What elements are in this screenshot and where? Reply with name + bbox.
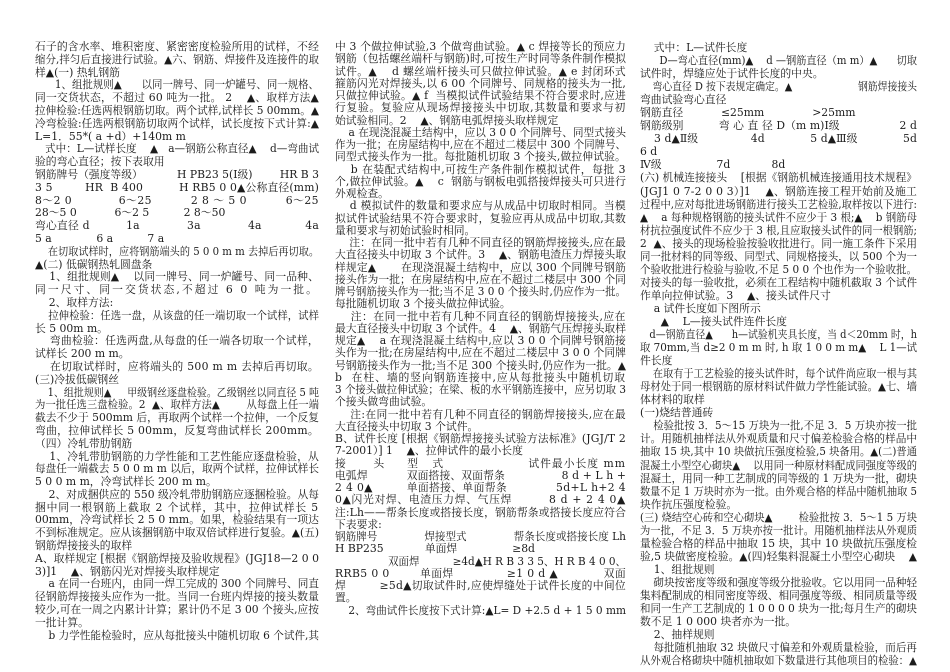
text-line: 0▲闪光对焊、电渣压力焊、气压焊 8 d + 2 4 0▲ [335, 493, 626, 507]
text-line: 1、组批规则▲ 以同一牌号、同一炉罐号、同一品种、 [35, 270, 319, 284]
text-line: 样▲(一) 热轧钢筋 [35, 65, 120, 79]
text-line: 注:Lh——帮条长度或搭接长度，钢筋帮条或搭接长度应符合 [335, 505, 626, 519]
text-line: 钢筋级别 弯 心 直 径 D（m m)Ⅰ级 2 d [640, 119, 917, 133]
text-line: 拟试件试验结果不符合要求时，复验应再从成品中切取,其数 [335, 211, 626, 225]
text-line: b 力学性能检验时，应从每批接头中随机切取 6 个试件,其 [35, 628, 319, 642]
text-line: 体材料的取样 [640, 393, 705, 407]
text-line: d—钢筋直径▲ h—试验机夹具长度，当 d＜20mm 时，h [640, 328, 917, 342]
text-line: 对接头的每一验收批，必须在工程结构中随机截取 3 个试件 [640, 275, 917, 289]
text-line: 钢筋直径 ≤25mm >25mm [640, 106, 856, 120]
text-line: 数量不足 1 万块时亦为一批。由外观合格的样品中随机抽取 5 [640, 484, 917, 498]
text-line: 钢筋牌号 焊接型式 帮条长度或搭接长度 Lh [335, 530, 626, 543]
text-line: 头作为一批;在房屋结构中,应在不超过二楼层中 3 0 0 个同牌 [335, 346, 626, 360]
text-line: 钢筋牌号（强度等级） H PB23 5(Ⅰ级) HR B 3 [35, 167, 319, 181]
text-line: 验,5 块做密度检验。▲(四)轻集料混凝土小型空心砌块 ▲ [640, 549, 917, 563]
text-line: 为一批，不足 3．5 万块亦按一批计。用随机抽样法从外观质 [640, 523, 917, 537]
text-line: 6 d [640, 145, 658, 159]
text-line: D—弯心直径(mm)▲ d —钢筋直径（m m）▲ 切取 [640, 54, 917, 68]
text-line: 接 头 型 式 试件最小长度 mm [335, 456, 626, 470]
text-line: 拉伸检验:任选两根钢筋切取。两个试样,试样长 5 00mm。▲ [35, 103, 319, 117]
text-line: 检验批按 3．5～15 万块为一批,不足 3．5 万块亦按一批 [640, 419, 917, 433]
text-line: ▲ a 每种规格钢筋的接头试件不应少于 3 根;▲ b 钢筋母 [640, 210, 917, 224]
text-line: b 在柱、墙的竖向钢筋连接中,应从每批接头中随机切取 [335, 370, 626, 384]
text-line: 混凝土，用同一种工艺制成的同等级的 1 万块为一批，砌块 [640, 471, 917, 485]
text-column-left [35, 41, 319, 642]
text-line: B、试件长度 [根据《钢筋焊接接头试验方法标准》(JGJ/T 2 [335, 432, 626, 445]
text-line: 外观检查。 [335, 187, 389, 200]
text-line: 和同一生产工艺制成的 1 0 0 0 0 块为一批;每月生产的砌块 [640, 602, 917, 616]
text-line: 计。用随机抽样法从外观质量和尺寸偏差检验合格的样品中 [640, 432, 917, 446]
text-line: a 试件长度如下图所示 [640, 301, 761, 315]
text-line: 置。 [335, 591, 357, 605]
text-line: 注：在同一批中若有几种不同直径的钢筋焊接接头,应在最 [335, 236, 626, 249]
text-line: 同一尺寸、同一交货状态,不超过 6 0 吨为一批。 [35, 283, 319, 297]
text-line: 每盘任一端截去 5 0 0 m m 以后，取两个试样，拉伸试样长 [35, 462, 319, 476]
text-line: 捆中同一根钢筋上截取 2 个试样，其中，拉伸试样长 5 [35, 500, 319, 514]
text-line: 3)]1 ▲、钢筋闪光对焊接头取样规定 [35, 564, 220, 578]
text-line: 1、冷轧带肋钢筋的力学性能和工艺性能应逐盘检验，从 [35, 449, 319, 463]
text-line: 7-2001）] 1 ▲、拉伸试件的最小长度 [335, 444, 523, 458]
text-line: 集料配制成的相同密度等级、相同强度等级、相同质量等级 [640, 588, 917, 602]
text-line: 注：在同一批中若有几种不同直径的钢筋焊接接头,应在 [335, 309, 626, 323]
text-line: 只做拉伸试验。▲ f 当模拟试件试验结果不符合要求时,应进 [335, 89, 626, 102]
text-line: 同型式接头作为一批。每批随机切取 3 个接头,做拉伸试验。 [335, 150, 626, 164]
text-line: 块作抗压强度检验。 [640, 497, 738, 511]
text-line: 规定▲ a 在现浇混凝土结构中,应以 3 0 0 个同牌号钢筋接 [335, 334, 626, 347]
text-line: d 模拟试件的数量和要求应与从成品中切取时相同。当模 [335, 199, 626, 213]
text-line: （四）冷轧带肋钢筋 [35, 436, 133, 450]
text-line: 2、抽样规则 [640, 628, 715, 642]
text-line: ▲(二) 低碳钢热轧圆盘条 [35, 257, 153, 271]
text-line: 3 5 HR B 400 H RB5 0 0▲公称直径(mm) [35, 180, 319, 194]
text-column-middle [335, 41, 626, 617]
text-line: 试件。▲ d 螺丝端杆接头可只做拉伸试验。▲ e 封闭环式 [335, 64, 626, 78]
text-line: 中 3 个做拉伸试验,3 个做弯曲试验。▲ c 焊接等长的预应力 [335, 40, 626, 53]
text-line: 大直径接头中切取 3 个试件。 [335, 419, 479, 433]
text-line: (三) 烧结空心砖和空心砌块▲ 检验批按 3．5～1 5 万块 [640, 510, 917, 524]
text-line: 样规定▲ 在现浇混凝土结构中，应以 300 个同牌号钢筋 [335, 260, 626, 274]
text-line: 钢筋（包括螺丝端杆与钢筋)时,可按生产时同等条件制作模拟 [335, 52, 626, 66]
text-line: 钢筋焊接接头的取样 [35, 539, 133, 553]
text-line: 2、取样方法: [35, 295, 114, 309]
text-line: 验的弯心直径；按下表取用 [35, 155, 165, 169]
text-line: 2 4 0▲ 单面搭接、单面帮条 5d+L h+2 4 [335, 481, 626, 494]
text-line: (一)烧结普通砖 [640, 406, 714, 420]
text-line: 试件时，焊缝应处于试件长度的中央。 [640, 67, 824, 81]
text-line: 石子的含水率、堆积密度、紧密密度检验所用的试样，不经 [35, 40, 319, 53]
text-line: 1、组批规则 [640, 562, 715, 576]
text-line: 接头作为一批；在房屋结构中,应在不超过二楼层中 300 个同 [335, 272, 626, 286]
text-line: 弯曲试验弯心直径 [640, 93, 727, 107]
text-line: 径钢筋焊接接头应作为一批。当同一台班内焊接的接头数量 [35, 590, 319, 604]
text-line: 1、组批规则▲ 以同一牌号、同一炉罐号、同一规格、 [35, 78, 319, 92]
text-line: 较少,可在一周之内累计计算；累计仍不足 3 00 个接头,应按 [35, 603, 319, 617]
text-line: 牌号钢筋接头作为一批;当不足 3 0 0 个接头时,仍应作为一批。 [335, 285, 626, 298]
text-line: a 在同一台班内，由同一焊工完成的 300 个同牌号、同直 [35, 577, 319, 591]
text-line: (三)冷拔低碳钢丝 [35, 372, 120, 386]
text-line: 弯心直径 d 1a 3a 4a 4a [35, 219, 319, 233]
text-line: 2、弯曲试件长度按下式计算:▲L= D +2.5 d + 1 5 0 mm [335, 603, 626, 617]
text-line: 冷弯检验:任选两根钢筋切取两个试样，试长度按下式计算:▲ [35, 116, 319, 130]
text-line: 过程中,应对每批进场钢筋进行接头工艺检验,取样按以下进行: [640, 197, 917, 211]
text-line: 量检验合格的样品中抽取 15 块，其中 10 块做抗压强度检 [640, 536, 917, 550]
text-line: A、取样规定 [根据《钢筋焊接及验收规程》(JGJ18—2 0 0 [35, 551, 319, 565]
text-line: 下表要求: [335, 517, 382, 531]
text-line: 焊 ≥5d▲切取试件时,应使焊缝处于试件长度的中间位 [335, 579, 626, 592]
text-line: 试样长 200 m m。 [35, 347, 130, 361]
text-line: 00mm，冷弯试样长 2 5 0 mm。如果，检验结果有一项达 [35, 513, 319, 527]
text-line: 在切取试样时，应将钢筋端头的 5 0 0 m m 去掉后再切取。 [35, 244, 319, 258]
text-line: 混凝土小型空心砌块▲ 以用同一种原材料配成同强度等级的 [640, 458, 917, 472]
text-line: 始试验相同。2 ▲、钢筋电弧焊接头取样规定 [335, 113, 559, 127]
text-line: 式中：L—试件长度 [640, 41, 748, 54]
text-line: 5 a 6 a 7 a [35, 231, 165, 245]
text-line: 8～2 0 6～25 2 8 ～ 5 0 6～25 [35, 193, 319, 207]
text-line: 不到标准规定。应从该捆钢筋中取双倍试样进行复验。▲(五) [35, 526, 319, 540]
text-line: 弯曲，拉伸试样长 5 00mm，反复弯曲试样长 200mm。 [35, 423, 319, 437]
text-line: 个验收批进行检验与验收,不足 5 0 0 个也作为一个验收批。 [640, 262, 917, 276]
text-line: 3 d▲Ⅱ级 4d 5 d▲Ⅲ级 5d [640, 132, 917, 146]
text-line: b 在装配式结构中,可按生产条件制作模拟试件，每批 3 [335, 162, 626, 176]
text-line: 在切取试样时，应将端头的 500 m m 去掉后再切取。 [35, 359, 319, 373]
text-line: 弯曲检验：任选两盘,从每盘的任一端各切取一个试样， [35, 334, 319, 348]
text-line: 量和要求与初始试验时相同。 [335, 223, 476, 237]
text-line: H BP235 单面焊 ≥8d [335, 542, 535, 556]
text-line: 件长度 [640, 354, 673, 368]
text-line: 母材处于同一根钢筋的原材料试件做力学性能试验。▲七、墙 [640, 380, 917, 394]
text-line: 2、对成捆供应的 550 级冷轧带肋钢筋应逐捆检验。从每 [35, 487, 319, 501]
text-line: 28～5 0 6～2 5 2 8～50 [35, 206, 226, 220]
text-line: 长 5 00m m。 [35, 321, 108, 335]
text-line: 式中：L—试样长度 ▲ a—钢筋公称直径▲ d—弯曲试 [35, 142, 319, 156]
text-line: 截去不少于 500mm 后，再取两个试样一个拉伸，一个反复 [35, 411, 319, 425]
text-line: 同一批材料的同等级、同型式、同规格接头，以 500 个为一 [640, 249, 917, 263]
text-line: RRB5 0 0 单面焊 ≥1 0 d ▲ 双面 [335, 566, 626, 580]
text-line: (六) 机械连接接头 [根据《钢筋机械连接通用技术规程》 [640, 171, 917, 185]
text-line: 箍筋闪光对焊接头,以 6 00 个同牌号、同规格的接头为一批, [335, 76, 626, 90]
text-line: 为一批任选三盘检验。2 ▲、取样方法▲ 从每盘上任一端 [35, 398, 319, 412]
text-line: 行复验。复验应从现场焊接接头中切取,其数量和要求与初 [335, 101, 626, 115]
text-line: 双面焊 ≥4d▲H R B 3 3 5、H R B 4 0 0、 [335, 554, 626, 568]
text-line: 个接头做弯曲试验。 [335, 395, 433, 409]
text-line: 数不足 1 0 000 块者亦为一批。 [640, 615, 797, 629]
text-line: 大直径接头中切取 3 个试件。3 ▲、钢筋电渣压力焊接头取 [335, 248, 626, 262]
text-line: 一批计算。 [35, 615, 89, 629]
text-line: 缩分,拌匀后直接进行试验。▲六、钢筋、焊接件及连接件的取 [35, 52, 319, 66]
text-line: 最大直径接头中切取 3 个试件。4 ▲、钢筋气压焊接头取样 [335, 321, 626, 335]
text-line: 作单向拉伸试验。3 ▲、接头试件尺寸 [640, 288, 831, 302]
text-line: 弯心直径 D 按下表规定确定。▲ 钢筋焊接接头 [640, 80, 917, 94]
text-line: 在取有于工艺检验的接头试件时，每个试件尚应取一根与其 [640, 367, 917, 381]
text-line: 同一交货状态，不超过 60 吨为一批。 2 ▲、取样方法▲ [35, 91, 319, 105]
text-line: (JGJ1 0 7-2 0 0 3）]1 ▲、钢筋连接工程开始前及施工 [640, 184, 917, 198]
text-line: 作为一批；在房屋结构中,应在不超过二楼层中 300 个同牌号、 [335, 138, 626, 151]
text-line: 注:在同一批中若有几种不同直径的钢筋焊接接头,应在最 [335, 407, 626, 421]
text-column-right [640, 41, 917, 667]
text-line: 砌块按密度等级和强度等级分批验收。它以用同一品种轻 [640, 575, 917, 589]
text-line: ▲ L—接头试件连件长度 [640, 314, 787, 328]
text-line: 从外观合格砌块中随机抽取如下数量进行其他项目的检验：▲ [640, 654, 917, 668]
text-line: 2 ▲、接头的现场检验按验收批进行。同一施工条件下采用 [640, 236, 917, 250]
text-line: 取 70mm,当 d≥2 0 m m 时, h 取 1 0 0 m m▲ L 1—试 [640, 341, 917, 355]
text-line: 抽取 15 块,其中 10 块做抗压强度检验,5 块备用。▲(二)普通 [640, 445, 917, 459]
text-line: Ⅳ级 7d 8d [640, 158, 786, 172]
text-line: 每批随机抽取 32 块做尺寸偏差和外观质量检验，而后再 [640, 641, 917, 655]
text-line: L=1．55*( a +d）+140m m [35, 129, 186, 143]
text-line: 每批随机切取 3 个接头做拉伸试验。 [335, 297, 511, 311]
text-line: 1、组批规则▲ 甲级钢丝逐盘检验。乙级钢丝以同直径 5 吨 [35, 385, 319, 399]
text-line: 5 0 0 m m，冷弯试样长 200 m m。 [35, 475, 217, 489]
text-line: 拉伸检验：任选一盘，从该盘的任一端切取一个试样，试样 [35, 308, 319, 322]
text-line: 电弧焊 双面搭接、双面帮条 8 d + L h + [335, 468, 626, 482]
text-line: 材抗拉强度试件不应少于 3 根,且应取接头试件的同一根钢筋; [640, 223, 917, 237]
text-line: 3 个接头做拉伸试验；在梁、板的水平钢筋连接中，应另切取 3 [335, 383, 626, 396]
text-line: 号钢筋接头作为一批;当不足 300 个接头时,仍应作为一批。▲ [335, 358, 626, 372]
text-line: 个,做拉伸试验。▲ c 钢筋与钢板电弧搭接焊接头可只进行 [335, 174, 626, 188]
text-line: a 在现浇混凝土结构中，应以 3 0 0 个同牌号、同型式接头 [335, 125, 626, 139]
